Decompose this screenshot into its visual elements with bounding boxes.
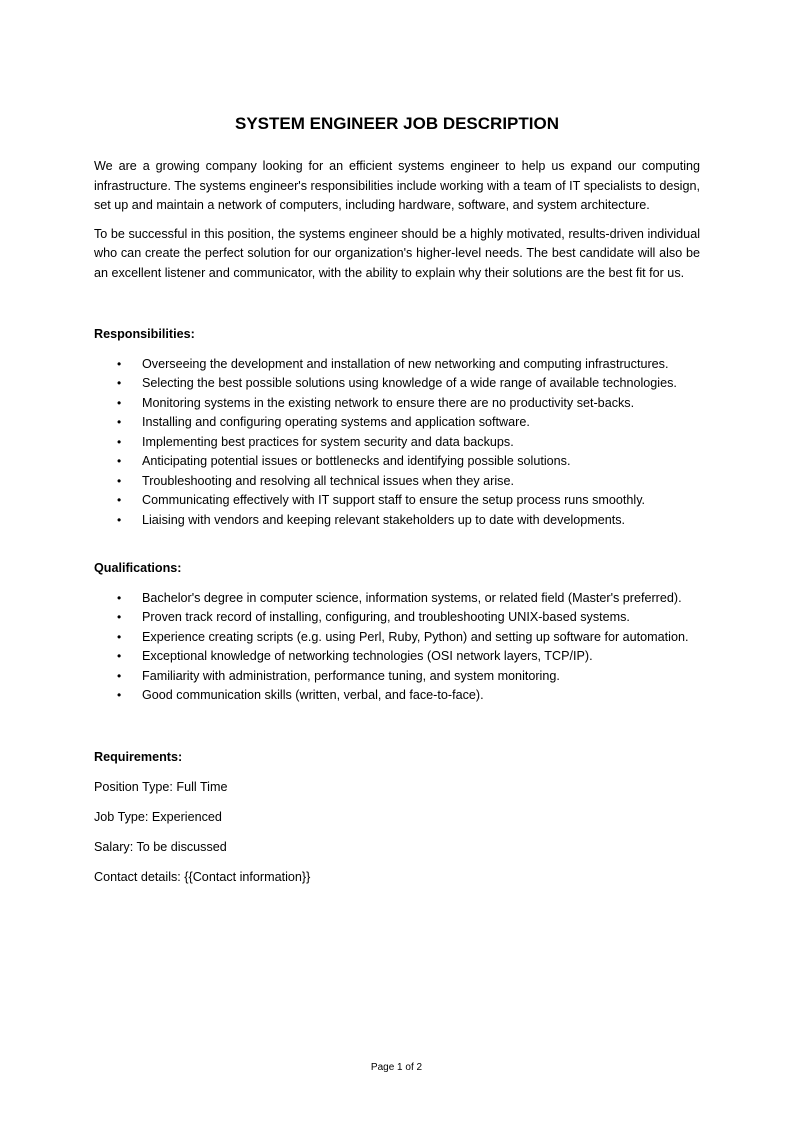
qualifications-heading: Qualifications: (94, 561, 182, 575)
intro-paragraph-1: We are a growing company looking for an efficient systems engineer to help us expand our computing infrastructure. The systems engineer's responsibilities include working with a team of IT specialists to design, set up and maintain a network of computers, including hardware, software, and system architecture. (94, 159, 700, 212)
list-item (94, 413, 700, 433)
list-item (94, 491, 700, 511)
bullet-icon: • (117, 688, 122, 702)
page-number-footer: Page 1 of 2 (370, 1062, 423, 1073)
document-title: SYSTEM ENGINEER JOB DESCRIPTION (235, 114, 559, 133)
qualifications-list (94, 589, 700, 706)
list-item-text: Overseeing the development and installation of new networking and computing infrastructures. (142, 356, 669, 371)
list-item-text: Monitoring systems in the existing network to ensure there are no productivity set-backs. (142, 395, 635, 410)
list-item-text: Implementing best practices for system security and data backups. (142, 434, 514, 449)
list-item-text: Installing and configuring operating systems and application software. (142, 415, 530, 429)
bullet-icon: • (117, 668, 122, 683)
list-item (94, 472, 700, 492)
responsibilities-heading: Responsibilities: (94, 327, 195, 341)
bullet-icon: • (117, 434, 122, 449)
list-item (94, 667, 700, 687)
requirement-job-type: Job Type: Experienced (94, 809, 222, 824)
list-item-text: Liaising with vendors and keeping relevant stakeholders up to date with developments. (142, 512, 626, 527)
bullet-icon: • (117, 454, 122, 468)
bullet-icon: • (117, 590, 122, 605)
requirements-heading: Requirements: (94, 749, 183, 764)
list-item (94, 452, 700, 472)
list-item-text: Selecting the best possible solutions using knowledge of a wide range of available technologies. (142, 376, 677, 390)
list-item-text: Troubleshooting and resolving all technical issues when they arise. (142, 473, 514, 488)
list-item-text: Bachelor's degree in computer science, information systems, or related field (Master's preferred). (142, 590, 682, 605)
requirement-position-type: Position Type: Full Time (94, 779, 228, 794)
document-page (94, 113, 700, 898)
list-item (94, 394, 700, 414)
requirement-salary: Salary: To be discussed (94, 839, 227, 854)
requirement-contact-details: Contact details: {{Contact information}} (94, 869, 311, 884)
bullet-icon: • (117, 629, 122, 644)
bullet-icon: • (117, 356, 122, 371)
list-item (94, 608, 700, 628)
list-item (94, 647, 700, 667)
bullet-icon: • (117, 415, 122, 429)
list-item-text: Proven track record of installing, configuring, and troubleshooting UNIX-based systems. (142, 610, 630, 624)
list-item-text: Familiarity with administration, performance tuning, and system monitoring. (142, 668, 560, 683)
intro-paragraph-2: To be successful in this position, the systems engineer should be a highly motivated, results-driven individual who can create the perfect solution for our organization's higher-level needs. The best candidate will also be an excellent listener and communicator, with the ability to explain why their solutions are the best fit for us. (94, 226, 700, 280)
list-item-text: Anticipating potential issues or bottlenecks and identifying possible solutions. (142, 454, 571, 468)
list-item-text: Experience creating scripts (e.g. using Perl, Ruby, Python) and setting up software for automation. (142, 629, 689, 644)
list-item-text: Exceptional knowledge of networking technologies (OSI network layers, TCP/IP). (142, 649, 593, 663)
bullet-icon: • (117, 649, 122, 663)
list-item-text: Communicating effectively with IT support staff to ensure the setup process runs smoothly. (142, 493, 646, 507)
bullet-icon: • (117, 512, 122, 527)
bullet-icon: • (117, 376, 122, 390)
bullet-icon: • (117, 610, 122, 624)
list-item (94, 589, 700, 609)
responsibilities-list (94, 355, 700, 531)
bullet-icon: • (117, 493, 122, 507)
list-item (94, 628, 700, 648)
list-item (94, 686, 700, 706)
list-item (94, 433, 700, 453)
list-item (94, 355, 700, 375)
list-item-text: Good communication skills (written, verbal, and face-to-face). (142, 688, 484, 702)
list-item (94, 511, 700, 531)
list-item (94, 374, 700, 394)
bullet-icon: • (117, 473, 122, 488)
bullet-icon: • (117, 395, 122, 410)
